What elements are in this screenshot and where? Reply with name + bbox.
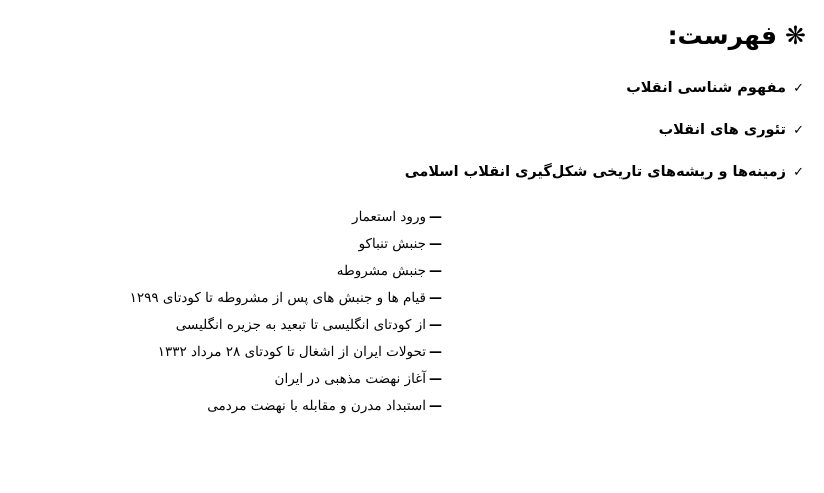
sub-list-item	[130, 393, 442, 420]
list-item-historical-roots	[405, 162, 804, 183]
sub-list-item	[130, 204, 442, 231]
list-item-theories	[659, 120, 804, 141]
check-icon: ✓	[793, 165, 804, 180]
dash-bullet-icon: —	[429, 237, 442, 252]
sub-list-item	[130, 366, 442, 393]
sub-list-item-label: قیام ها و جنبش های پس از مشروطه تا کودتای ۱۲۹۹	[129, 290, 426, 306]
sub-list-item	[130, 231, 442, 258]
sub-list-item-label: جنبش مشروطه	[336, 263, 426, 279]
sub-list-item-label: آغاز نهضت مذهبی در ایران	[274, 371, 426, 387]
sub-list-item-label: جنبش تنباکو	[358, 236, 426, 252]
sub-list-item	[130, 312, 442, 339]
dash-bullet-icon: —	[429, 291, 442, 306]
list-item-label: زمینه‌ها و ریشه‌های تاریخی شکل‌گیری انقلاب اسلامی	[404, 164, 786, 180]
sub-list-item-label: استبداد مدرن و مقابله با نهضت مردمی	[207, 398, 426, 414]
sub-list-item	[130, 339, 442, 366]
page-title-text: فهرست:	[667, 21, 778, 50]
dash-bullet-icon: —	[429, 318, 442, 333]
dash-bullet-icon: —	[429, 399, 442, 414]
dash-bullet-icon: —	[429, 264, 442, 279]
flower-star-icon: ❋	[785, 21, 806, 50]
sub-list-item-label: تحولات ایران از اشغال تا کودتای ۲۸ مرداد ۱۳۳۲	[157, 344, 426, 360]
check-icon: ✓	[793, 123, 804, 138]
list-item-label: تئوری های انقلاب	[658, 122, 786, 138]
dash-bullet-icon: —	[429, 210, 442, 225]
check-icon: ✓	[793, 81, 804, 96]
sub-topic-list	[130, 204, 442, 420]
list-item-concept	[626, 78, 804, 99]
page-title	[668, 14, 806, 58]
dash-bullet-icon: —	[429, 372, 442, 387]
sub-list-item	[130, 258, 442, 285]
sub-list-item-label: ورود استعمار	[352, 209, 426, 225]
list-item-label: مفهوم شناسی انقلاب	[626, 80, 786, 96]
sub-list-item-label: از کودتای انگلیسی تا تبعید به جزیره انگلیسی	[175, 317, 426, 333]
dash-bullet-icon: —	[429, 345, 442, 360]
sub-list-item	[130, 285, 442, 312]
